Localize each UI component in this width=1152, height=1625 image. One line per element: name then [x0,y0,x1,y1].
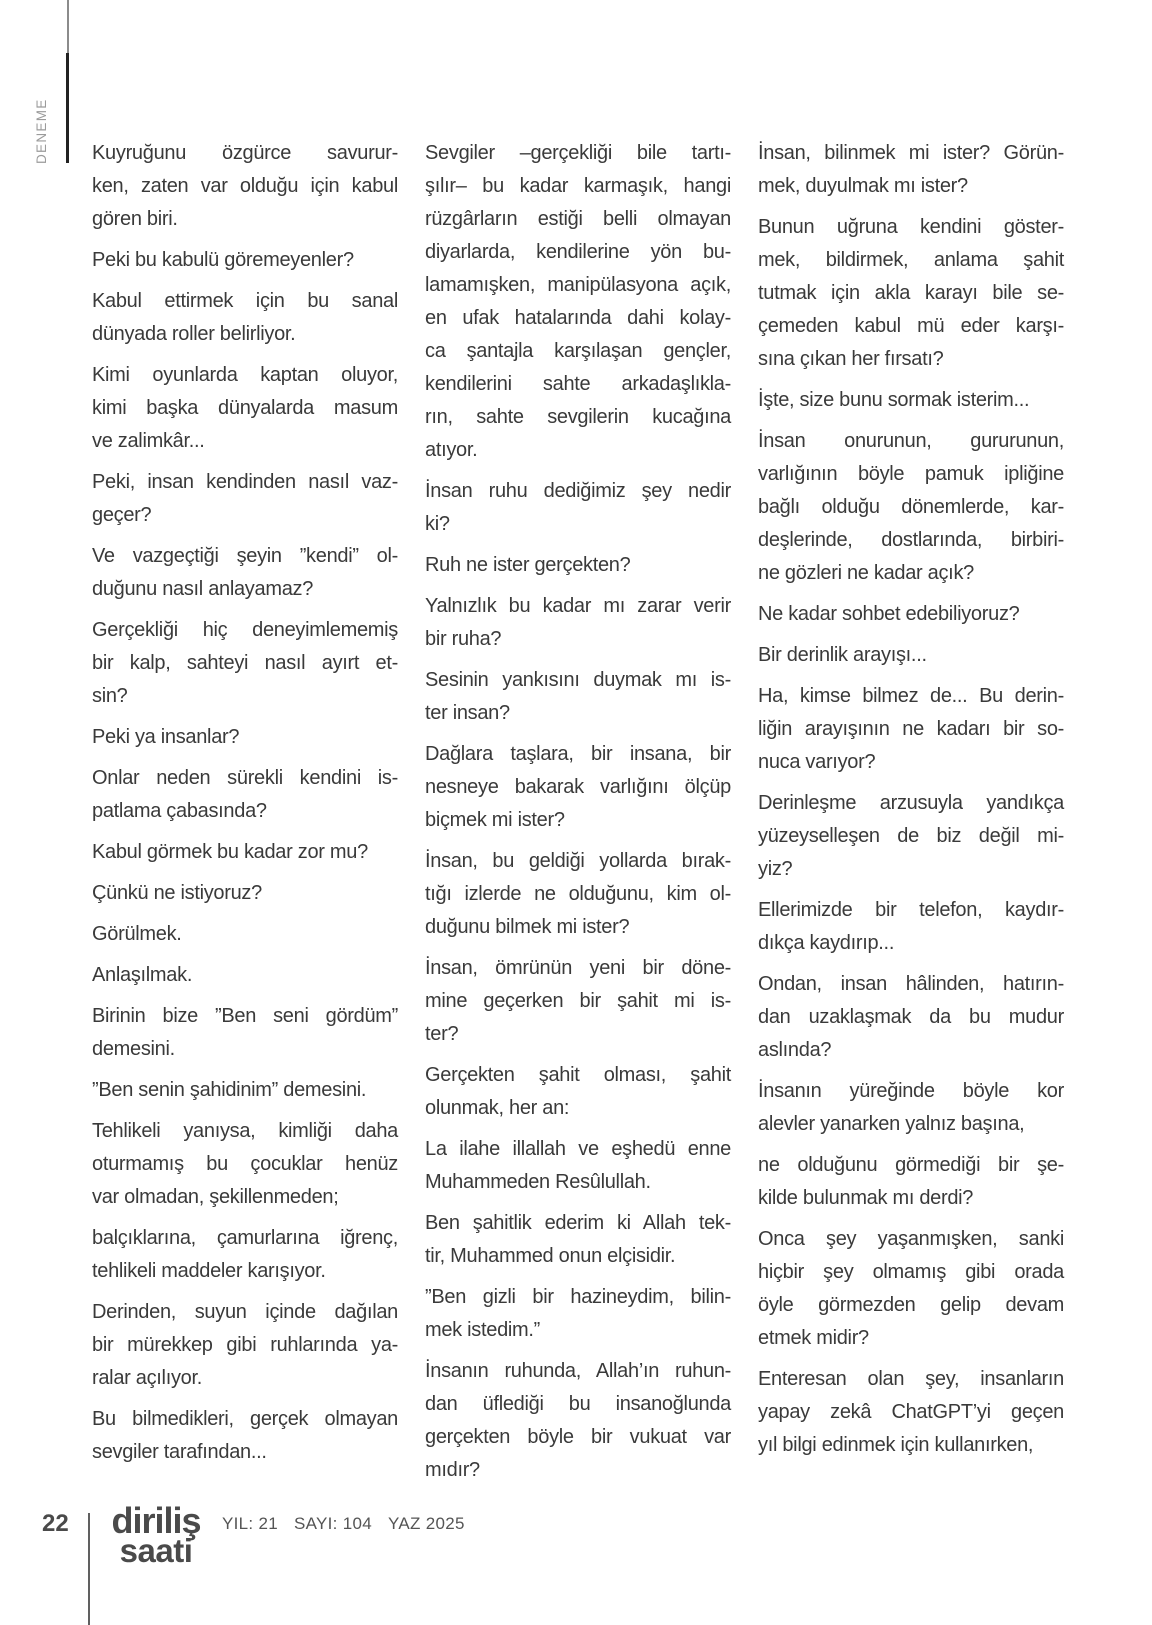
text-line: tir, Muhammed onun elçisidir. [425,1245,676,1267]
text-line: Derinleşme arzusuyla yandıkça [758,792,1064,814]
text-line: İnsan ruhu dediğimiz şey nedir [425,480,731,502]
text-line: La ilahe illallah ve eşhedü enne [425,1138,731,1160]
text-line: rın, sahte sevgilerin kucağına [425,406,731,428]
paragraph [425,475,731,541]
paragraph [92,359,398,458]
paragraph [92,1296,398,1395]
paragraph [758,384,1064,417]
paragraph [92,721,398,754]
text-line: ter? [425,1023,459,1045]
text-line: Onca şey yaşanmışken, sanki [758,1228,1064,1250]
paragraph [92,1403,398,1469]
text-line: kimi başka dünyalarda masum [92,397,398,419]
text-line: şılır– bu kadar karmaşık, hangi [425,175,731,197]
paragraph [425,137,731,467]
paragraph [758,137,1064,203]
text-line: Görülmek. [92,923,182,945]
paragraph [758,1363,1064,1462]
text-line: İnsanın yüreğinde böyle kor [758,1080,1064,1102]
text-line: dan uzaklaşmak da bu mudur [758,1006,1064,1028]
text-line: ve zalimkâr... [92,430,205,452]
text-line: İnsan, bilinmek mi ister? Görün- [758,142,1064,164]
text-line: Onlar neden sürekli kendini is- [92,767,398,789]
paragraph [758,968,1064,1067]
text-line: ”Ben senin şahidinim” demesini. [92,1079,367,1101]
text-line: Muhammeden Resûlullah. [425,1171,651,1193]
paragraph [425,952,731,1051]
text-line: İnsan, bu geldiği yollarda bırak- [425,850,731,872]
paragraph [425,1281,731,1347]
paragraph [425,549,731,582]
text-line: Enteresan olan şey, insanların [758,1368,1064,1390]
text-line: biçmek mi ister? [425,809,565,831]
magazine-logo [110,1500,202,1569]
paragraph [758,1149,1064,1215]
paragraph [758,1075,1064,1141]
paragraph [758,1223,1064,1355]
footer-page-number: 22 [42,1510,69,1537]
text-line: Gerçekten şahit olması, şahit [425,1064,731,1086]
paragraph [758,425,1064,590]
text-line: çemeden kabul mü eder karşı- [758,315,1064,337]
text-line: ca şantajla karşılaşan gençler, [425,340,731,362]
text-column-3 [758,137,1064,1495]
text-line: Ne kadar sohbet edebiliyoruz? [758,603,1020,625]
paragraph [758,894,1064,960]
paragraph [92,877,398,910]
paragraph [92,137,398,236]
paragraph [92,762,398,828]
text-line: İşte, size bunu sormak isterim... [758,389,1030,411]
text-line: nuca varıyor? [758,751,876,773]
text-line: ter insan? [425,702,510,724]
text-line: nesneye bakarak varlığını ölçüp [425,776,731,798]
text-line: mek, duyulmak mı ister? [758,175,968,197]
paragraph [92,466,398,532]
side-rule-dark [66,53,69,163]
text-line: aslında? [758,1039,832,1061]
text-line: Sesinin yankısını duymak mı is- [425,669,731,691]
paragraph [425,845,731,944]
paragraph [92,614,398,713]
text-line: deşlerinde, dostlarında, birbiri- [758,529,1064,551]
text-line: alevler yanarken yalnız başına, [758,1113,1025,1135]
text-line: sevgiler tarafından... [92,1441,267,1463]
text-line: balçıklarına, çamurlarına iğrenç, [92,1227,398,1249]
text-line: mıdır? [425,1459,480,1481]
text-line: Bu bilmedikleri, gerçek olmayan [92,1408,398,1430]
paragraph [425,1059,731,1125]
text-line: bir kalp, sahteyi nasıl ayırt et- [92,652,398,674]
text-line: Peki, insan kendinden nasıl vaz- [92,471,398,493]
text-line: mek istedim.” [425,1319,541,1341]
paragraph [425,738,731,837]
text-line: yiz? [758,858,793,880]
paragraph [758,787,1064,886]
text-line: ”Ben gizli bir hazineydim, bilin- [425,1286,731,1308]
text-line: etmek midir? [758,1327,869,1349]
text-line: İnsan, ömrünün yeni bir döne- [425,957,731,979]
text-line: Ben şahitlik ederim ki Allah tek- [425,1212,731,1234]
text-line: İnsanın ruhunda, Allah’ın ruhun- [425,1360,731,1382]
paragraph [425,1133,731,1199]
paragraph [758,211,1064,376]
text-line: kendilerini sahte arkadaşlıkla- [425,373,731,395]
side-rule-light [67,0,69,53]
text-line: gerçekten böyle bir vukuat var [425,1426,731,1448]
paragraph [92,959,398,992]
text-line: oturmamış bu çocuklar henüz [92,1153,398,1175]
text-line: Kabul ettirmek için bu sanal [92,290,398,312]
text-line: Peki ya insanlar? [92,726,240,748]
text-column-2 [425,137,731,1495]
text-line: öyle görmezden gelip devam [758,1294,1064,1316]
paragraph [92,1000,398,1066]
text-line: duğunu bilmek mi ister? [425,916,630,938]
text-line: diyarlarda, kendilerine yön bu- [425,241,731,263]
paragraph [92,1222,398,1288]
text-line: İnsan onurunun, gururunun, [758,430,1064,452]
text-line: atıyor. [425,439,478,461]
text-line: geçer? [92,504,152,526]
text-line: ne gözleri ne kadar açık? [758,562,974,584]
text-line: hiçbir şey olmamış gibi orada [758,1261,1064,1283]
text-line: mine geçerken bir şahit mi is- [425,990,731,1012]
text-line: Gerçekliği hiç deneyimlememiş [92,619,398,641]
text-line: liğin arayışının ne kadarı bir so- [758,718,1064,740]
text-line: yüzeyselleşen de biz değil mi- [758,825,1064,847]
paragraph [92,836,398,869]
paragraph [425,664,731,730]
text-line: kilde bulunmak mı derdi? [758,1187,974,1209]
text-line: tığı izlerde ne olduğunu, kim ol- [425,883,731,905]
text-line: dan üflediği bu insanoğlunda [425,1393,731,1415]
paragraph [425,590,731,656]
paragraph [92,540,398,606]
text-line: Sevgiler –gerçekliği bile tartı- [425,142,731,164]
text-line: Kuyruğunu özgürce savurur- [92,142,398,164]
issue-year: YIL: 21 [222,1514,278,1533]
text-line: yıl bilgi edinmek için kullanırken, [758,1434,1034,1456]
text-line: Derinden, suyun içinde dağılan [92,1301,398,1323]
text-line: Ellerimizde bir telefon, kaydır- [758,899,1064,921]
paragraph [758,639,1064,672]
text-line: tutmak için akla karayı bile se- [758,282,1064,304]
text-line: mek, bildirmek, anlama şahit [758,249,1064,271]
issue-season: YAZ 2025 [387,1514,465,1533]
issue-number: SAYI: 104 [293,1514,372,1533]
text-line: sin? [92,685,128,707]
text-line: Birinin bize ”Ben seni gördüm” [92,1005,398,1027]
text-line: bağlı olduğu dönemlerde, kar- [758,496,1064,518]
paragraph [425,1207,731,1273]
text-line: Peki bu kabulü göremeyenler? [92,249,354,271]
paragraph [92,244,398,277]
text-line: dünyada roller belirliyor. [92,323,296,345]
text-line: Ve vazgeçtiği şeyin ”kendi” ol- [92,545,398,567]
issue-info [222,1514,465,1534]
text-line: sına çıkan her fırsatı? [758,348,944,370]
paragraph [92,918,398,951]
text-line: bir ruha? [425,628,502,650]
text-line: Kimi oyunlarda kaptan oluyor, [92,364,398,386]
text-line: ken, zaten var olduğu için kabul [92,175,398,197]
text-line: patlama çabasında? [92,800,267,822]
text-line: yapay zekâ ChatGPT’yi geçen [758,1401,1064,1423]
text-line: duğunu nasıl anlayamaz? [92,578,314,600]
paragraph [425,1355,731,1487]
logo-line-2: saati [119,1532,193,1569]
text-line: Kabul görmek bu kadar zor mu? [92,841,368,863]
text-line: ki? [425,513,450,535]
text-line: Tehlikeli yanıysa, kimliği daha [92,1120,398,1142]
text-line: Ruh ne ister gerçekten? [425,554,631,576]
footer-divider [88,1513,90,1625]
text-line: gören biri. [92,208,178,230]
text-line: en ufak hatalarında dahi kolay- [425,307,731,329]
text-line: rüzgârların estiği belli olmayan [425,208,731,230]
text-line: dıkça kaydırıp... [758,932,895,954]
paragraph [92,1115,398,1214]
text-line: Bir derinlik arayışı... [758,644,927,666]
article-columns [92,137,1064,1495]
paragraph [758,598,1064,631]
text-line: Çünkü ne istiyoruz? [92,882,262,904]
text-line: ne olduğunu görmediği bir şe- [758,1154,1064,1176]
logo-line-1: diriliş [111,1500,201,1541]
text-line: demesini. [92,1038,175,1060]
text-line: Ondan, insan hâlinden, hatırın- [758,973,1064,995]
text-line: Anlaşılmak. [92,964,193,986]
text-line: varlığının böyle pamuk ipliğine [758,463,1064,485]
paragraph [92,1074,398,1107]
text-line: var olmadan, şekillenmeden; [92,1186,339,1208]
text-line: Dağlara taşlara, bir insana, bir [425,743,731,765]
text-line: ralar açılıyor. [92,1367,202,1389]
text-line: lamamışken, manipülasyona açık, [425,274,731,296]
text-line: tehlikeli maddeler karışıyor. [92,1260,326,1282]
text-line: Ha, kimse bilmez de... Bu derin- [758,685,1064,707]
paragraph [758,680,1064,779]
text-line: Yalnızlık bu kadar mı zarar verir [425,595,731,617]
text-column-1 [92,137,398,1495]
text-line: olunmak, her an: [425,1097,570,1119]
section-label-deneme: DENEME [34,98,49,164]
text-line: bir mürekkep gibi ruhlarında ya- [92,1334,398,1356]
paragraph [92,285,398,351]
text-line: Bunun uğruna kendini göster- [758,216,1064,238]
